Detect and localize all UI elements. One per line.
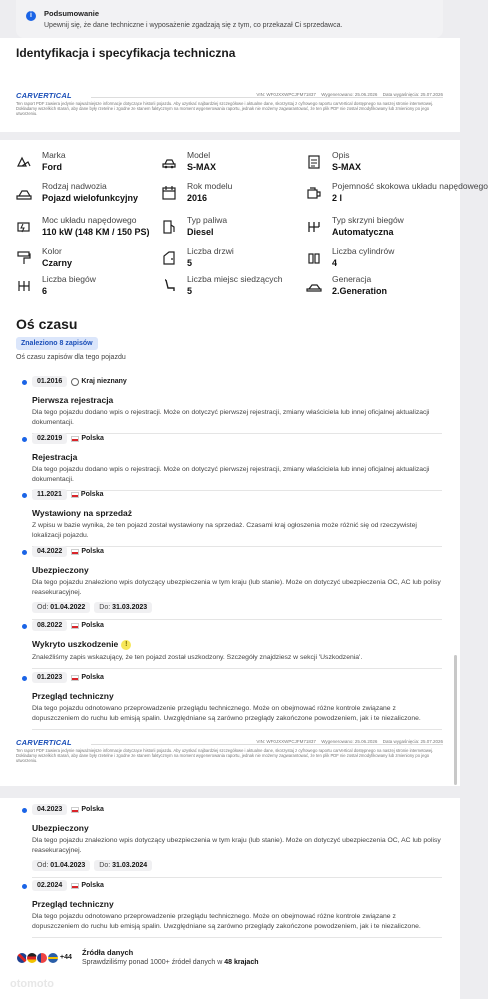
event-description: Dla tego pojazdu znaleziono wpis dotyczący ubezpieczenia w tym kraju (lub stanie). Może on dotyczyć ubezpieczenia OC, AC lub polisy reasekuracyjnej. [32, 579, 441, 596]
timeline-event [32, 880, 442, 938]
paint-roller-icon [16, 250, 32, 266]
spec-label: Rodzaj nadwozia [42, 181, 107, 191]
spec-label: Moc układu napędowego [42, 215, 137, 225]
spec-label: Liczba biegów [42, 274, 96, 284]
event-description: Dla tego pojazdu dodano wpis o rejestracji. Może on dotyczyć pierwszej rejestracji, zmiany właściciela lub innej oficjalnej aktualizacji dokumentacji. [32, 409, 430, 426]
power-icon [16, 219, 32, 235]
valid-to: Do: 31.03.2023 [94, 602, 152, 613]
event-title: Pierwsza rejestracja [32, 395, 114, 405]
timeline-event [32, 376, 442, 434]
calendar-icon [161, 185, 177, 201]
otomoto-watermark: otomoto [10, 978, 54, 990]
car-body-icon [16, 185, 32, 201]
valid-from: Od: 01.04.2022 [32, 602, 90, 613]
validity-period [32, 860, 442, 871]
spec-value: Diesel [187, 227, 214, 237]
generation-icon [306, 278, 322, 294]
event-title: Ubezpieczony [32, 565, 89, 575]
generated-text: Wygenerowano: 25.06.2026 [321, 739, 378, 744]
poland-flag-icon [71, 807, 79, 813]
sweden-flag-icon [47, 952, 59, 964]
disclaimer-text: Ten raport PDF zawiera jedynie najważniejsze informacje dotyczące historii pojazdu. Aby uzyskać najbardziej szczegółowe i aktualne dane, skorzystaj z cyfrowego raportu carVertical dostępnego na naszej stronie internetowej. Dokładamy wszelkich starań, aby dane były rzetelne i zgodne ze stanem faktycznym na moment wygenerowania raportu, jednak nie możemy zagwarantować, że ten plik PDF nie został zmodyfikowany lub zmieniony po jego utworzeniu. [16, 748, 434, 764]
warning-icon: ! [121, 640, 131, 650]
spec-label: Typ skrzyni biegów [332, 215, 404, 225]
event-date: 01.2023 [32, 672, 67, 683]
expires-text: Data wygaśnięcia: 25.07.2026 [382, 739, 443, 744]
spec-label: Rok modelu [187, 181, 233, 191]
event-date: 04.2023 [32, 804, 67, 815]
timeline-title: Oś czasu [16, 316, 78, 332]
event-country: Polska [81, 674, 104, 681]
spec-label: Model [187, 150, 211, 160]
event-title: Wystawiony na sprzedaż [32, 508, 132, 518]
event-title: Ubezpieczony [32, 823, 89, 833]
carvertical-band-footer [16, 738, 443, 768]
event-description: Znaleźliśmy zapis wskazujący, że ten pojazd został uszkodzony. Szczegóły znajdziesz w sekcji 'Uszkodzenia'. [32, 653, 363, 661]
event-country: Kraj nieznany [81, 378, 127, 385]
carvertical-logo: CARVERTICAL [16, 738, 72, 747]
report-page-main [0, 140, 488, 786]
event-country: Polska [81, 435, 104, 442]
spec-value: S-MAX [332, 162, 361, 172]
spec-label: Marka [42, 150, 66, 160]
spec-value: 2 l [332, 193, 343, 203]
event-country: Polska [81, 882, 104, 889]
door-icon [161, 250, 177, 266]
poland-flag-icon [71, 436, 79, 442]
divider [32, 877, 442, 878]
cylinder-icon [306, 250, 322, 266]
event-description: Dla tego pojazdu odnotowano przeprowadzenie przeglądu technicznego. Może on obejmować różne kontrole związane z dopuszczeniem do ruchu lub emisją spalin. Uwzględniane są zarówno przeglądy zakończone powodzeniem, jak i te niezaliczone. [32, 705, 421, 722]
timeline-event [32, 546, 442, 620]
timeline-dot [22, 624, 27, 629]
spec-label: Opis [332, 150, 350, 160]
event-date: 11.2021 [32, 489, 67, 500]
timeline-event [32, 672, 442, 730]
gears-icon [16, 278, 32, 294]
sources-text: Sprawdziliśmy ponad 1000+ źródeł danych w 48 krajach [82, 959, 259, 966]
divider [32, 729, 442, 730]
event-country: Polska [81, 622, 104, 629]
section-title: Identyfikacja i specyfikacja techniczna [16, 46, 236, 60]
carvertical-band [16, 91, 443, 121]
spec-label: Generacja [332, 274, 372, 284]
event-description: Dla tego pojazdu dodano wpis o rejestracji. Może on dotyczyć pierwszej rejestracji, zmiany właściciela lub innej oficjalnej aktualizacji dokumentacji. [32, 466, 430, 483]
fuel-icon [161, 219, 177, 235]
spec-value: Automatyczna [332, 227, 394, 237]
spec-label: Typ paliwa [187, 215, 228, 225]
poland-flag-icon [71, 549, 79, 555]
event-title: Przegląd techniczny [32, 691, 114, 701]
report-meta [252, 92, 443, 97]
spec-label: Liczba cylindrów [332, 246, 395, 256]
validity-period [32, 602, 442, 613]
generated-text: Wygenerowano: 25.06.2026 [321, 92, 378, 97]
spec-value: 5 [187, 286, 193, 296]
timeline-dot [22, 493, 27, 498]
data-sources [16, 946, 443, 976]
summary-text: Upewnij się, że dane techniczne i wyposażenie zgadzają się z tym, co przekazał Ci sprzedawca. [44, 22, 343, 29]
spec-value: 110 kW (148 KM / 150 PS) [42, 227, 150, 237]
car-model-icon [161, 154, 177, 170]
timeline-dot [22, 437, 27, 442]
event-title: Wykryto uszkodzenie ! [32, 639, 442, 650]
country-flags [16, 952, 55, 966]
event-description: Z wpisu w bazie wynika, że ten pojazd został wystawiony na sprzedaż. Czasami kraj ogłoszenia może różnić się od rzeczywistej lokalizacji pojazdu. [32, 522, 417, 539]
event-date: 02.2019 [32, 433, 67, 444]
timeline-dot [22, 550, 27, 555]
spec-value: Ford [42, 162, 62, 172]
event-country: Polska [81, 806, 104, 813]
timeline-dot [22, 808, 27, 813]
timeline-event [32, 804, 442, 878]
expires-text: Data wygaśnięcia: 25.07.2026 [382, 92, 443, 97]
gearbox-icon [306, 219, 322, 235]
timeline-dot [22, 380, 27, 385]
summary-banner [16, 0, 443, 38]
records-badge: Znaleziono 8 zapisów [16, 337, 98, 350]
valid-to: Do: 31.03.2024 [94, 860, 152, 871]
event-country: Polska [80, 491, 104, 498]
poland-flag-icon [71, 883, 79, 889]
event-title: Rejestracja [32, 452, 78, 462]
divider [32, 937, 442, 938]
engine-icon [306, 185, 322, 201]
car-brand-icon [16, 154, 32, 170]
globe-icon [71, 378, 79, 386]
valid-from: Od: 01.04.2023 [32, 860, 90, 871]
report-meta [252, 739, 443, 744]
poland-flag-icon [71, 492, 79, 498]
spec-value: 2.Generation [332, 286, 388, 296]
spec-label: Liczba drzwi [187, 246, 234, 256]
timeline-event [32, 489, 442, 547]
timeline-event [32, 620, 442, 669]
spec-value: 5 [187, 258, 193, 268]
spec-value: 6 [42, 286, 48, 296]
event-title: Przegląd techniczny [32, 899, 114, 909]
poland-flag-icon [71, 675, 79, 681]
carvertical-logo: CARVERTICAL [16, 91, 72, 100]
description-icon [306, 154, 322, 170]
spec-label: Pojemność skokowa układu napędowego [332, 181, 488, 191]
summary-title: Podsumowanie [44, 9, 100, 18]
event-date: 02.2024 [32, 880, 67, 891]
spec-value: S-MAX [187, 162, 216, 172]
report-page-header [0, 38, 460, 132]
spec-value: Czarny [42, 258, 73, 268]
more-countries-count: +44 [60, 954, 72, 961]
event-date: 01.2016 [32, 376, 67, 387]
vin-text: VIN: WF0JXXWPCJFM71837 [256, 92, 316, 97]
sources-title: Źródła danych [82, 948, 134, 957]
timeline-event [32, 433, 442, 491]
event-date: 08.2022 [32, 620, 67, 631]
divider [32, 668, 442, 669]
info-icon: i [26, 11, 36, 21]
vin-text: VIN: WF0JXXWPCJFM71837 [256, 739, 316, 744]
poland-flag-icon [71, 623, 79, 629]
seat-icon [161, 278, 177, 294]
spec-label: Kolor [42, 246, 62, 256]
scrollbar-thumb[interactable] [454, 655, 457, 785]
event-country: Polska [81, 548, 104, 555]
timeline-dot [22, 884, 27, 889]
timeline-dot [22, 676, 27, 681]
spec-value: Pojazd wielofunkcyjny [42, 193, 139, 203]
event-description: Dla tego pojazdu znaleziono wpis dotyczący ubezpieczenia w tym kraju (lub stanie). Może on dotyczyć ubezpieczenia OC, AC lub polisy reasekuracyjnej. [32, 837, 441, 854]
spec-value: 4 [332, 258, 338, 268]
disclaimer-text: Ten raport PDF zawiera jedynie najważniejsze informacje dotyczące historii pojazdu. Aby uzyskać najbardziej szczegółowe i aktualne dane, skorzystaj z cyfrowego raportu carVertical dostępnego na naszej stronie internetowej. Dokładamy wszelkich starań, aby dane były rzetelne i zgodne ze stanem faktycznym na moment wygenerowania raportu, jednak nie możemy zagwarantować, że ten plik PDF nie został zmodyfikowany lub zmieniony po jego utworzeniu. [16, 101, 434, 117]
event-description: Dla tego pojazdu odnotowano przeprowadzenie przeglądu technicznego. Może on obejmować różne kontrole związane z dopuszczeniem do ruchu lub emisją spalin. Uwzględniane są zarówno przeglądy zakończone powodzeniem, jak i te niezaliczone. [32, 913, 421, 930]
spec-label: Liczba miejsc siedzących [187, 274, 283, 284]
report-page-continued [0, 798, 460, 999]
spec-value: 2016 [187, 193, 208, 203]
timeline-subtitle: Oś czasu zapisów dla tego pojazdu [16, 354, 126, 361]
event-date: 04.2022 [32, 546, 67, 557]
